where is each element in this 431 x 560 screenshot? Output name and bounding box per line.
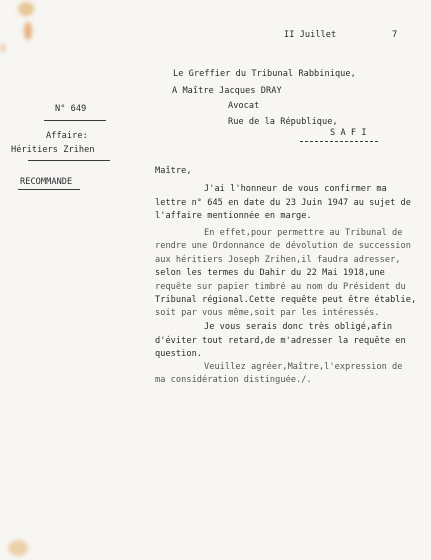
reference-underline <box>44 120 106 121</box>
recipient-title: Avocat <box>228 101 260 111</box>
recipient-street: Rue de la République, <box>228 117 338 127</box>
letter-date: II Juillet <box>284 30 337 40</box>
body-line: En effet,pour permettre au Tribunal de <box>204 228 403 238</box>
body-line: Veuillez agréer,Maître,l'expression de <box>204 362 403 372</box>
body-line: selon les termes du Dahir du 22 Mai 1918,une <box>155 268 385 278</box>
recommande-label: RECOMMANDE <box>20 177 73 187</box>
recipient-name: A Maître Jacques DRAY <box>172 86 282 96</box>
reference-number: N° 649 <box>55 104 87 114</box>
paper-stain <box>18 2 34 16</box>
page-number: 7 <box>392 30 398 40</box>
body-line: l'affaire mentionnée en marge. <box>155 211 312 221</box>
body-line: J'ai l'honneur de vous confirmer ma <box>204 184 387 194</box>
body-line: requête sur papier timbré au nom du Président du <box>155 282 406 292</box>
recommande-underline <box>18 189 80 190</box>
city-underline <box>300 141 378 142</box>
body-line: soit par vous même,soit par les intéressés. <box>155 308 380 318</box>
sender-line: Le Greffier du Tribunal Rabbinique, <box>173 69 356 79</box>
body-line: Je vous serais donc très obligé,afin <box>204 322 393 332</box>
body-line: rendre une Ordonnance de dévolution de succession <box>155 241 411 251</box>
salutation: Maître, <box>155 166 192 176</box>
body-line: question. <box>155 349 203 359</box>
body-line: Tribunal régional.Cette requête peut être établie, <box>155 295 417 305</box>
affaire-underline <box>28 160 110 161</box>
body-line: aux héritiers Joseph Zrihen,il faudra adresser, <box>155 255 401 265</box>
paper-stain <box>0 44 6 52</box>
body-line: d'éviter tout retard,de m'adresser la requête en <box>155 336 406 346</box>
paper-stain <box>8 540 28 556</box>
paper-stain <box>24 22 32 40</box>
recipient-city: S A F I <box>330 128 367 138</box>
affaire-value: Héritiers Zrihen <box>11 145 95 155</box>
body-line: ma considération distinguée./. <box>155 375 312 385</box>
body-line: lettre n° 645 en date du 23 Juin 1947 au sujet de <box>155 198 411 208</box>
affaire-label: Affaire: <box>46 131 88 141</box>
